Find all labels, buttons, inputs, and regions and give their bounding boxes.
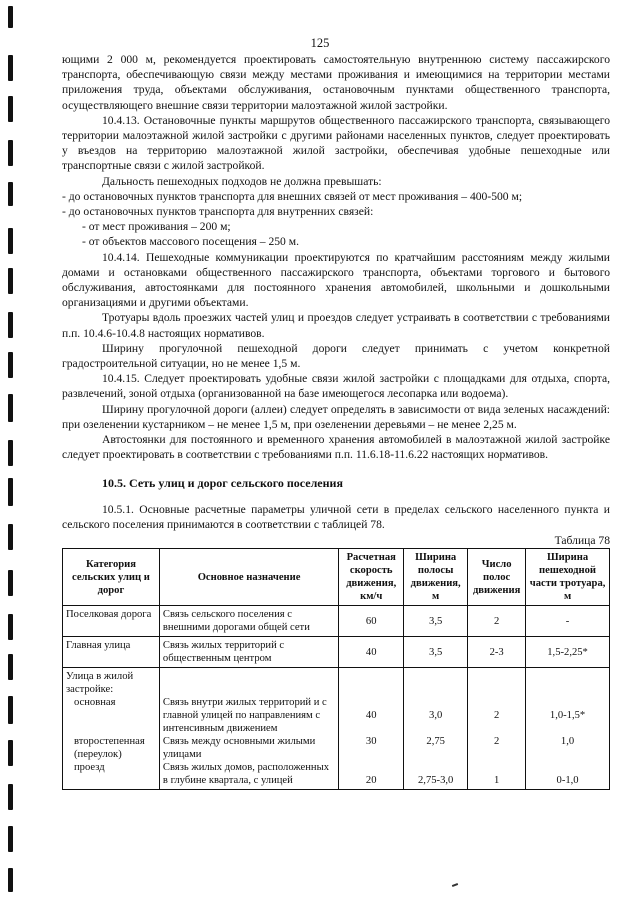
binding-mark	[8, 268, 13, 294]
table-cell: 40	[339, 637, 404, 668]
list-item: - от объектов массового посещения – 250 м.	[82, 235, 299, 249]
paragraph: 10.4.14. Пешеходные коммуникации проектируются по кратчайшим расстояниям между жилыми домами и остановками общественного пассажирского транспорта, объектами торгового и бытового обслуживания, автостоянками для постоянного хранения автомобилей, школьными и дошкольными организациями и другими объектами.	[62, 250, 610, 310]
binding-mark	[8, 614, 13, 640]
binding-mark	[8, 696, 13, 724]
table-cell: Поселковая дорога	[63, 606, 160, 637]
value: 2	[493, 710, 500, 722]
paragraph: 10.4.13. Остановочные пункты маршрутов общественного пассажирского транспорта, связывающего территории малоэтажной жилой застройки с другими районами населенных пунктов, следует проектировать у въездов на территорию малоэтажной жилой застройки, обеспечивая удобные пешеходные или транспортные связи с жилой застройкой.	[62, 113, 610, 173]
binding-mark	[8, 6, 13, 28]
value: 1	[493, 775, 500, 787]
purpose-text: Связь между основными жилыми улицами	[162, 736, 316, 761]
paragraph: ющими 2 000 м, рекомендуется проектировать самостоятельную внутреннюю систему пассажирского транспорта, обеспечивающую связи между местами проживания и имеющимися на территории местами приложения труда, объектами обслуживания, остановочным пунктами общественного транспорта, осуществляющего внешние связи территории малоэтажной жилой застройки.	[62, 53, 610, 112]
binding-mark	[8, 96, 13, 122]
table-cell	[159, 668, 338, 790]
table-cell	[526, 668, 610, 790]
list-item: - до остановочных пунктов транспорта для внешних связей от мест проживания – 400-500 м;	[62, 189, 523, 203]
section-heading: 10.5. Сеть улиц и дорог сельского поселения	[102, 476, 343, 491]
value: 40	[365, 710, 377, 722]
paragraph: 10.5.1. Основные расчетные параметры уличной сети в пределах сельского населенного пункта и сельского поселения принимаются в соответствии с таблицей 78.	[62, 502, 610, 531]
table-cell	[339, 668, 404, 790]
binding-mark	[8, 570, 13, 596]
table-row	[63, 606, 610, 637]
binding-mark	[8, 868, 13, 892]
group-label: Улица в жилой застройке:	[66, 671, 134, 696]
value: 2,75	[426, 736, 445, 748]
paragraph: Ширину прогулочной дороги (аллеи) следует определять в зависимости от вида зеленых насаждений: при озеленении кустарником – не менее 1,5 м, при озеленении деревьями – не менее 2,25 м.	[62, 402, 610, 431]
binding-mark	[8, 182, 13, 206]
binding-mark	[8, 524, 13, 550]
table-cell: 60	[339, 606, 404, 637]
document-body	[62, 52, 610, 790]
value: 0-1,0	[556, 775, 579, 787]
subcategory: второстепенная (переулок)	[74, 736, 145, 761]
list-item: - от мест проживания – 200 м;	[82, 220, 231, 234]
purpose-text: Связь внутри жилых территорий и с главной улицей по направлениям с интенсивным движением	[162, 697, 327, 735]
binding-mark	[8, 740, 13, 766]
table-cell: Связь сельского поселения с внешними дорогами общей сети	[159, 606, 338, 637]
purpose-text: Связь жилых домов, расположенных в глубине квартала, с улицей	[162, 762, 329, 787]
table-cell	[468, 668, 526, 790]
table-cell: 3,5	[404, 637, 468, 668]
table-cell: -	[526, 606, 610, 637]
binding-mark	[8, 312, 13, 338]
table-cell	[404, 668, 468, 790]
scan-speck	[452, 883, 458, 887]
value: 3,0	[429, 710, 443, 722]
table-cell: Связь жилых территорий с общественным центром	[159, 637, 338, 668]
paragraph: Дальность пешеходных подходов не должна превышать:	[102, 174, 382, 188]
table-row	[63, 637, 610, 668]
binding-mark	[8, 826, 13, 852]
table-header-row	[63, 549, 610, 606]
value: 1,0	[560, 736, 575, 748]
column-header: Ширина пешеходной части тротуара, м	[526, 549, 610, 606]
binding-mark	[8, 478, 13, 506]
column-header: Категория сельских улиц и дорог	[63, 549, 160, 606]
table-row-group	[63, 668, 610, 790]
value: 2	[493, 736, 500, 748]
binding-mark	[8, 440, 13, 466]
column-header: Ширина полосы движения, м	[404, 549, 468, 606]
subcategory: проезд	[74, 762, 105, 774]
paragraph: Ширину прогулочной пешеходной дороги следует принимать с учетом конкретной градостроительной ситуации, но не менее 1,5 м.	[62, 341, 610, 371]
road-parameters-table	[62, 548, 610, 790]
column-header: Число полос движения	[468, 549, 526, 606]
table-cell: 3,5	[404, 606, 468, 637]
value: 2,75-3,0	[418, 775, 454, 787]
table-cell: Главная улица	[63, 637, 160, 668]
value: 1,0-1,5*	[549, 710, 586, 722]
column-header: Расчетная скорость движения, км/ч	[339, 549, 404, 606]
value: 20	[365, 775, 377, 787]
binding-mark	[8, 140, 13, 166]
paragraph: Тротуары вдоль проезжих частей улиц и проездов следует устраивать в соответствии с требованиями п.п. 10.4.6-10.4.8 настоящих нормативов.	[62, 311, 610, 340]
paragraph: 10.4.15. Следует проектировать удобные связи жилой застройки с площадками для отдыха, спорта, развлечений, зоной отдыха (организованной на базе имеющегося лесопарка или водоема).	[62, 372, 610, 401]
table-cell	[63, 668, 160, 790]
binding-mark	[8, 352, 13, 378]
binding-mark	[8, 654, 13, 680]
table-caption: Таблица 78	[554, 534, 610, 548]
table-cell: 2-3	[468, 637, 526, 668]
binding-mark	[8, 394, 13, 422]
subcategory: основная	[74, 697, 116, 709]
table-cell: 2	[468, 606, 526, 637]
page-number: 125	[310, 36, 330, 50]
value: 30	[365, 736, 377, 748]
list-item: - до остановочных пунктов транспорта для внутренних связей:	[62, 205, 374, 219]
binding-mark	[8, 228, 13, 254]
table-cell: 1,5-2,25*	[526, 637, 610, 668]
paragraph: Автостоянки для постоянного и временного хранения автомобилей в малоэтажной жилой застройке следует проектировать в соответствии с требованиями п.п. 11.6.18-11.6.22 настоящих нормативов.	[62, 433, 610, 462]
column-header: Основное назначение	[159, 549, 338, 606]
binding-mark	[8, 784, 13, 810]
binding-mark	[8, 55, 13, 81]
